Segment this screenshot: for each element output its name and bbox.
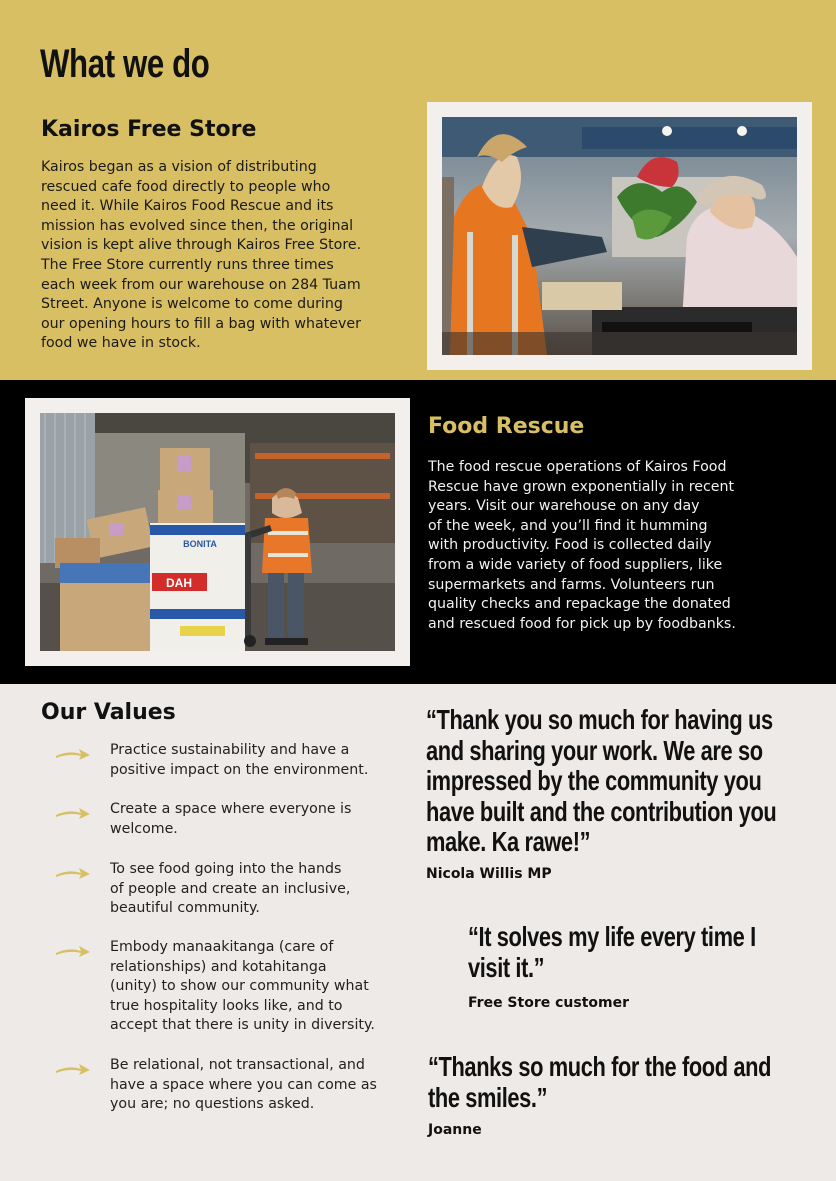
quote-line: make. Ka rawe!” <box>426 826 591 857</box>
value-text <box>110 741 410 780</box>
text-line: and rescued food for pick up by foodbanks. <box>428 615 736 632</box>
text-line: The food rescue operations of Kairos Food <box>428 459 727 475</box>
text-line: vision is kept alive through Kairos Free Store. <box>41 237 362 254</box>
text-line: supermarkets and farms. Volunteers run <box>428 576 715 593</box>
text-line: Rescue have grown exponentially in recent <box>428 478 735 495</box>
value-text <box>110 860 410 919</box>
quote-line: visit it.” <box>468 951 545 983</box>
testimonial-quote <box>468 922 756 983</box>
text-line: Kairos began as a vision of distributing <box>41 159 317 175</box>
quote-line: the smiles.” <box>428 1081 548 1113</box>
free-store-title: Kairos Free Store <box>41 117 257 142</box>
quote-line: and sharing your work. We are so <box>426 734 763 766</box>
text-line: our opening hours to fill a bag with whatever <box>41 315 361 332</box>
text-line: To see food going into the hands <box>110 861 342 877</box>
text-line: of people and create an inclusive, <box>110 880 351 897</box>
text-line: Street. Anyone is welcome to come during <box>41 296 343 313</box>
quote-line: impressed by the community you <box>426 765 762 796</box>
value-text <box>110 800 410 839</box>
text-line: true hospitality looks like, and to <box>110 997 343 1014</box>
warehouse-photo <box>25 398 410 666</box>
text-line: with productivity. Food is collected daily <box>428 537 712 554</box>
box-label-dah: DAH <box>166 576 192 590</box>
text-line: mission has evolved since then, the original <box>41 217 354 234</box>
text-line: each week from our warehouse on 284 Tuam <box>41 276 361 293</box>
text-line: positive impact on the environment. <box>110 761 369 778</box>
text-line: of the week, and you’ll find it humming <box>428 517 708 534</box>
text-line: you are; no questions asked. <box>110 1096 315 1113</box>
values-title: Our Values <box>41 700 176 725</box>
value-text <box>110 1056 410 1115</box>
text-line: welcome. <box>110 820 178 837</box>
arrow-icon <box>55 944 91 958</box>
food-rescue-body <box>428 458 800 634</box>
free-store-photo <box>427 102 812 370</box>
warehouse-photo-illustration <box>40 413 395 651</box>
free-store-photo-illustration <box>442 117 797 355</box>
testimonial-author: Joanne <box>428 1122 482 1138</box>
text-line: Practice sustainability and have a <box>110 742 350 758</box>
arrow-icon <box>55 747 91 761</box>
box-label-bonita: BONITA <box>183 539 217 549</box>
arrow-icon <box>55 806 91 820</box>
text-line: Create a space where everyone is <box>110 801 352 817</box>
quote-line: have built and the contribution you <box>426 795 777 827</box>
quote-line: “Thank you so much for having us <box>426 704 773 735</box>
arrow-icon <box>55 866 91 880</box>
text-line: relationships) and kotahitanga <box>110 958 327 975</box>
text-line: need it. While Kairos Food Rescue and its <box>41 198 334 215</box>
text-line: food we have in stock. <box>41 335 201 352</box>
text-line: (unity) to show our community what <box>110 978 369 995</box>
page-title: What we do <box>40 42 210 86</box>
food-rescue-title: Food Rescue <box>428 414 585 439</box>
text-line: accept that there is unity in diversity. <box>110 1017 375 1034</box>
testimonial-author: Free Store customer <box>468 995 629 1011</box>
testimonial-quote <box>428 1052 771 1113</box>
text-line: quality checks and repackage the donated <box>428 596 731 613</box>
testimonial-quote <box>426 705 776 858</box>
quote-line: “Thanks so much for the food and <box>428 1051 772 1082</box>
text-line: have a space where you can come as <box>110 1076 377 1093</box>
text-line: from a wide variety of food suppliers, like <box>428 556 723 573</box>
text-line: The Free Store currently runs three times <box>41 256 334 273</box>
text-line: rescued cafe food directly to people who <box>41 178 331 195</box>
arrow-icon <box>55 1062 91 1076</box>
quote-line: “It solves my life every time I <box>468 921 756 952</box>
text-line: Embody manaakitanga (care of <box>110 939 334 955</box>
text-line: Be relational, not transactional, and <box>110 1057 365 1073</box>
free-store-body <box>41 158 413 354</box>
value-text <box>110 938 410 1036</box>
testimonial-author: Nicola Willis MP <box>426 866 552 882</box>
text-line: beautiful community. <box>110 900 260 917</box>
text-line: years. Visit our warehouse on any day <box>428 498 700 515</box>
